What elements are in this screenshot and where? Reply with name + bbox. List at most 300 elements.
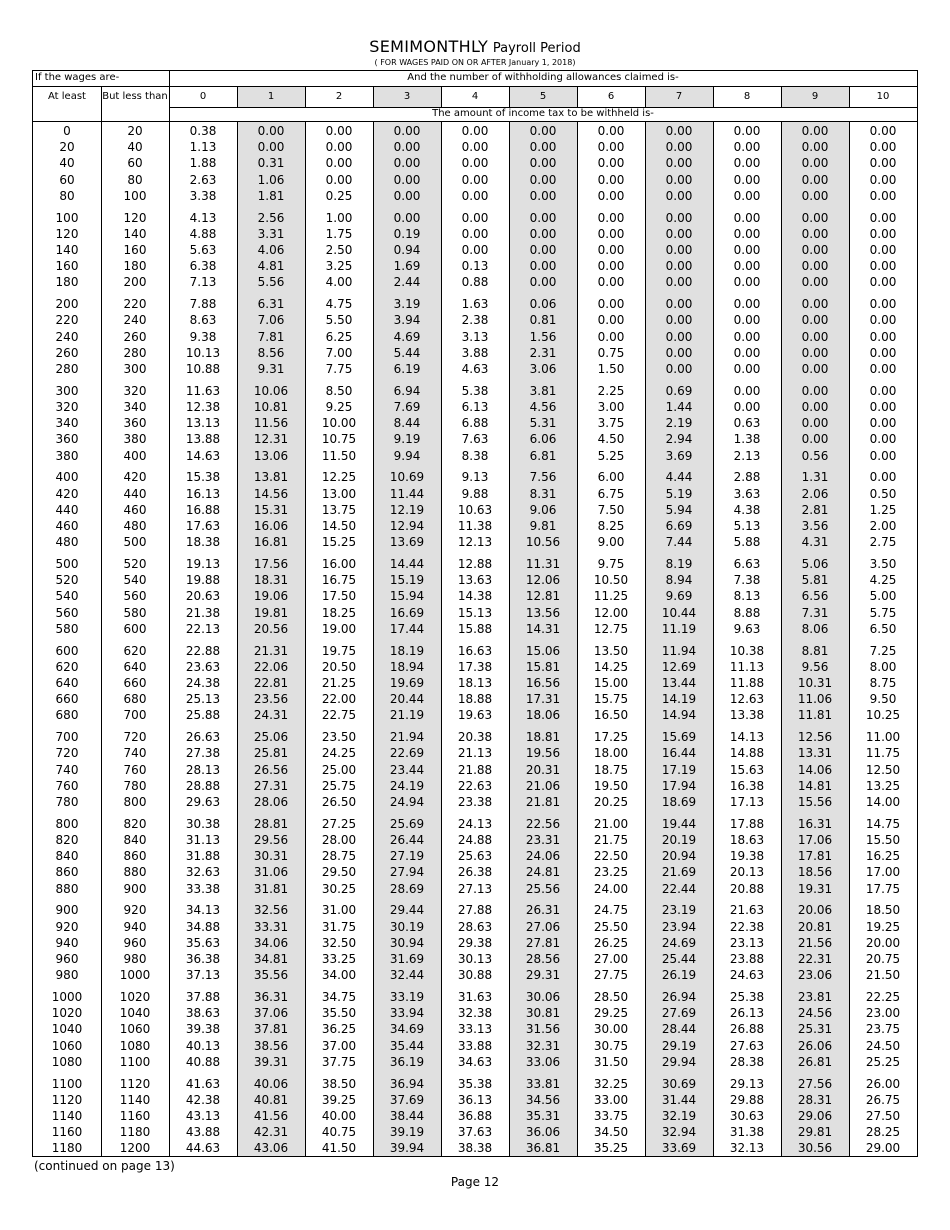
table-cell: 4.38 bbox=[733, 502, 761, 517]
table-cell: 6.00 bbox=[597, 470, 625, 485]
table-cell: 22.31 bbox=[797, 952, 833, 966]
table-cell: 40 bbox=[127, 140, 143, 155]
table-cell: 20.19 bbox=[661, 833, 697, 847]
table-cell: 0.00 bbox=[529, 156, 557, 171]
allowance-column-7: 7 bbox=[675, 91, 683, 102]
table-cell: 26.56 bbox=[253, 762, 289, 777]
table-cell: 21.63 bbox=[729, 903, 765, 918]
table-cell: 9.94 bbox=[393, 448, 421, 463]
table-cell: 23.06 bbox=[797, 968, 833, 983]
table-cell: 16.50 bbox=[593, 708, 629, 723]
table-cell: 0.00 bbox=[801, 188, 829, 203]
table-cell: 9.25 bbox=[325, 400, 353, 414]
table-cell: 9.63 bbox=[733, 621, 761, 636]
table-cell: 8.75 bbox=[869, 676, 897, 690]
table-cell: 7.44 bbox=[665, 535, 693, 550]
table-cell: 23.94 bbox=[661, 919, 697, 934]
table-cell: 20.56 bbox=[253, 621, 289, 636]
table-cell: 25.63 bbox=[457, 849, 493, 864]
table-cell: 26.50 bbox=[321, 795, 357, 809]
table-cell: 0.00 bbox=[597, 313, 625, 328]
table-cell: 5.00 bbox=[869, 589, 897, 604]
table-cell: 0.00 bbox=[733, 140, 761, 155]
table-cell: 7.50 bbox=[597, 502, 625, 517]
table-cell: 120 bbox=[123, 210, 147, 225]
table-cell: 11.13 bbox=[729, 659, 765, 674]
table-cell: 260 bbox=[55, 345, 79, 360]
table-cell: 1040 bbox=[119, 1006, 151, 1021]
table-cell: 29.19 bbox=[661, 1038, 697, 1053]
table-cell: 20 bbox=[59, 140, 75, 155]
table-cell: 9.81 bbox=[529, 519, 557, 533]
table-cell: 11.31 bbox=[525, 557, 561, 571]
table-cell: 2.50 bbox=[325, 243, 353, 257]
table-cell: 19.13 bbox=[185, 557, 221, 571]
table-cell: 0.63 bbox=[733, 416, 761, 431]
table-cell: 24.75 bbox=[593, 903, 629, 918]
table-cell: 11.19 bbox=[661, 621, 697, 636]
table-cell: 5.94 bbox=[665, 502, 693, 517]
allowance-column-6: 6 bbox=[607, 91, 615, 102]
table-cell: 0.00 bbox=[801, 259, 829, 274]
table-cell: 500 bbox=[55, 557, 79, 571]
table-cell: 25.81 bbox=[253, 746, 289, 761]
table-cell: 2.75 bbox=[869, 535, 897, 550]
table-cell: 0.00 bbox=[529, 275, 557, 290]
table-cell: 32.63 bbox=[185, 865, 221, 880]
table-cell: 600 bbox=[55, 643, 79, 658]
table-cell: 24.19 bbox=[389, 778, 425, 793]
table-cell: 31.69 bbox=[389, 952, 425, 966]
table-cell: 15.56 bbox=[797, 795, 833, 809]
table-cell: 3.56 bbox=[801, 519, 829, 533]
table-cell: 36.81 bbox=[525, 1141, 561, 1156]
table-cell: 0.00 bbox=[801, 243, 829, 257]
table-cell: 37.69 bbox=[389, 1092, 425, 1107]
table-cell: 2.00 bbox=[869, 519, 897, 533]
table-cell: 14.75 bbox=[865, 816, 901, 831]
table-cell: 0.00 bbox=[869, 416, 897, 431]
table-cell: 1160 bbox=[119, 1109, 151, 1123]
table-cell: 13.25 bbox=[865, 778, 901, 793]
table-cell: 0.00 bbox=[597, 259, 625, 274]
table-cell: 800 bbox=[55, 816, 79, 831]
table-cell: 26.25 bbox=[593, 935, 629, 950]
table-cell: 12.88 bbox=[457, 557, 493, 571]
table-cell: 960 bbox=[123, 935, 147, 950]
table-cell: 36.13 bbox=[457, 1092, 493, 1107]
table-cell: 28.31 bbox=[797, 1092, 833, 1107]
table-cell: 8.25 bbox=[597, 519, 625, 533]
table-cell: 1080 bbox=[119, 1038, 151, 1053]
table-cell: 0.00 bbox=[801, 156, 829, 171]
table-cell: 16.31 bbox=[797, 816, 833, 831]
table-cell: 0.00 bbox=[801, 362, 829, 376]
table-cell: 0.00 bbox=[869, 259, 897, 274]
table-cell: 18.56 bbox=[797, 865, 833, 880]
table-cell: 33.81 bbox=[525, 1076, 561, 1091]
table-cell: 28.38 bbox=[729, 1054, 765, 1069]
table-cell: 6.38 bbox=[189, 259, 217, 274]
table-cell: 20.38 bbox=[457, 730, 493, 745]
table-cell: 27.88 bbox=[457, 903, 493, 918]
continued-note: (continued on page 13) bbox=[34, 1159, 175, 1173]
table-cell: 34.50 bbox=[593, 1125, 629, 1140]
table-cell: 240 bbox=[123, 313, 147, 328]
table-cell: 0.06 bbox=[529, 297, 557, 312]
table-cell: 9.31 bbox=[257, 362, 285, 376]
table-cell: 12.31 bbox=[253, 432, 289, 447]
table-cell: 40.81 bbox=[253, 1092, 289, 1107]
table-cell: 0.00 bbox=[325, 124, 353, 138]
table-cell: 1120 bbox=[119, 1076, 151, 1091]
table-cell: 2.63 bbox=[189, 172, 217, 187]
table-cell: 940 bbox=[55, 935, 79, 950]
table-cell: 14.38 bbox=[457, 589, 493, 604]
table-cell: 6.31 bbox=[257, 297, 285, 312]
table-cell: 29.31 bbox=[525, 968, 561, 983]
table-cell: 8.44 bbox=[393, 416, 421, 431]
table-cell: 0.00 bbox=[665, 275, 693, 290]
table-cell: 5.50 bbox=[325, 313, 353, 328]
table-cell: 24.63 bbox=[729, 968, 765, 983]
table-cell: 440 bbox=[55, 502, 79, 517]
table-cell: 16.38 bbox=[729, 778, 765, 793]
table-cell: 22.06 bbox=[253, 659, 289, 674]
table-cell: 940 bbox=[123, 919, 147, 934]
table-cell: 840 bbox=[123, 833, 147, 847]
table-cell: 13.44 bbox=[661, 676, 697, 690]
table-cell: 15.81 bbox=[525, 659, 561, 674]
table-cell: 0.00 bbox=[869, 383, 897, 398]
table-cell: 15.88 bbox=[457, 621, 493, 636]
table-cell: 5.81 bbox=[801, 573, 829, 588]
table-cell: 34.13 bbox=[185, 903, 221, 918]
table-cell: 0.00 bbox=[665, 210, 693, 225]
table-cell: 860 bbox=[123, 849, 147, 864]
table-cell: 9.19 bbox=[393, 432, 421, 447]
table-cell: 25.69 bbox=[389, 816, 425, 831]
table-cell: 23.56 bbox=[253, 692, 289, 707]
table-cell: 900 bbox=[55, 903, 79, 918]
table-cell: 30.63 bbox=[729, 1109, 765, 1123]
table-cell: 9.50 bbox=[869, 692, 897, 707]
table-cell: 26.31 bbox=[525, 903, 561, 918]
allowance-column-9: 9 bbox=[811, 91, 819, 102]
table-cell: 400 bbox=[55, 470, 79, 485]
table-cell: 17.81 bbox=[797, 849, 833, 864]
table-cell: 0.00 bbox=[801, 172, 829, 187]
table-cell: 22.38 bbox=[729, 919, 765, 934]
table-cell: 5.88 bbox=[733, 535, 761, 550]
table-cell: 27.31 bbox=[253, 778, 289, 793]
table-cell: 6.19 bbox=[393, 362, 421, 376]
table-cell: 40.06 bbox=[253, 1076, 289, 1091]
table-cell: 39.94 bbox=[389, 1141, 425, 1156]
table-cell: 6.94 bbox=[393, 383, 421, 398]
table-cell: 13.13 bbox=[185, 416, 221, 431]
table-cell: 7.31 bbox=[801, 605, 829, 620]
table-cell: 24.00 bbox=[593, 881, 629, 896]
table-cell: 12.13 bbox=[457, 535, 493, 550]
table-cell: 16.69 bbox=[389, 605, 425, 620]
table-cell: 19.56 bbox=[525, 746, 561, 761]
table-cell: 21.25 bbox=[321, 676, 357, 690]
table-cell: 15.69 bbox=[661, 730, 697, 745]
table-cell: 29.81 bbox=[797, 1125, 833, 1140]
table-cell: 5.13 bbox=[733, 519, 761, 533]
table-cell: 520 bbox=[55, 573, 79, 588]
table-cell: 260 bbox=[123, 329, 147, 344]
table-cell: 11.50 bbox=[321, 448, 357, 463]
table-cell: 24.56 bbox=[797, 1006, 833, 1021]
table-cell: 480 bbox=[55, 535, 79, 550]
table-cell: 11.06 bbox=[797, 692, 833, 707]
table-cell: 21.56 bbox=[797, 935, 833, 950]
table-cell: 8.38 bbox=[461, 448, 489, 463]
table-cell: 0.00 bbox=[869, 448, 897, 463]
table-cell: 0.00 bbox=[801, 345, 829, 360]
table-cell: 820 bbox=[55, 833, 79, 847]
table-cell: 900 bbox=[123, 881, 147, 896]
table-cell: 80 bbox=[59, 188, 75, 203]
table-cell: 2.88 bbox=[733, 470, 761, 485]
table-cell: 20.13 bbox=[729, 865, 765, 880]
table-cell: 31.38 bbox=[729, 1125, 765, 1140]
table-cell: 18.00 bbox=[593, 746, 629, 761]
table-cell: 0.25 bbox=[325, 188, 353, 203]
table-cell: 220 bbox=[55, 313, 79, 328]
table-cell: 23.63 bbox=[185, 659, 221, 674]
table-cell: 37.63 bbox=[457, 1125, 493, 1140]
table-cell: 32.56 bbox=[253, 903, 289, 918]
table-cell: 19.06 bbox=[253, 589, 289, 604]
table-cell: 460 bbox=[55, 519, 79, 533]
table-cell: 0.00 bbox=[869, 188, 897, 203]
table-cell: 880 bbox=[55, 881, 79, 896]
table-cell: 1140 bbox=[51, 1109, 83, 1123]
table-cell: 35.56 bbox=[253, 968, 289, 983]
table-cell: 12.63 bbox=[729, 692, 765, 707]
table-cell: 880 bbox=[123, 865, 147, 880]
table-cell: 13.81 bbox=[253, 470, 289, 485]
but-less-than-header: But less than bbox=[102, 91, 168, 102]
table-cell: 18.81 bbox=[525, 730, 561, 745]
table-cell: 40.88 bbox=[185, 1054, 221, 1069]
table-cell: 560 bbox=[55, 605, 79, 620]
table-cell: 7.63 bbox=[461, 432, 489, 447]
amount-withheld-header: The amount of income tax to be withheld is- bbox=[432, 108, 654, 119]
table-cell: 30.88 bbox=[457, 968, 493, 983]
table-cell: 18.19 bbox=[389, 643, 425, 658]
table-cell: 140 bbox=[123, 226, 147, 241]
table-cell: 21.50 bbox=[865, 968, 901, 983]
table-cell: 0.00 bbox=[461, 188, 489, 203]
table-cell: 340 bbox=[55, 416, 79, 431]
table-cell: 31.75 bbox=[321, 919, 357, 934]
table-cell: 22.88 bbox=[185, 643, 221, 658]
table-cell: 0.00 bbox=[597, 156, 625, 171]
table-cell: 720 bbox=[123, 730, 147, 745]
table-cell: 39.19 bbox=[389, 1125, 425, 1140]
allowance-column-3: 3 bbox=[403, 91, 411, 102]
table-cell: 42.38 bbox=[185, 1092, 221, 1107]
table-cell: 7.38 bbox=[733, 573, 761, 588]
table-cell: 0.00 bbox=[801, 432, 829, 447]
table-cell: 21.38 bbox=[185, 605, 221, 620]
table-cell: 13.31 bbox=[797, 746, 833, 761]
table-cell: 300 bbox=[123, 362, 147, 376]
table-cell: 12.06 bbox=[525, 573, 561, 588]
table-cell: 30.13 bbox=[457, 952, 493, 966]
title-payroll-period: Payroll Period bbox=[492, 41, 581, 56]
table-cell: 0.00 bbox=[869, 432, 897, 447]
table-cell: 5.63 bbox=[189, 243, 217, 257]
table-cell: 18.94 bbox=[389, 659, 425, 674]
table-cell: 11.63 bbox=[185, 383, 221, 398]
table-cell: 26.75 bbox=[865, 1092, 901, 1107]
table-cell: 14.19 bbox=[661, 692, 697, 707]
table-cell: 9.69 bbox=[665, 589, 693, 604]
table-cell: 18.25 bbox=[321, 605, 357, 620]
table-cell: 0 bbox=[63, 124, 71, 138]
table-cell: 26.06 bbox=[797, 1038, 833, 1053]
table-cell: 11.56 bbox=[253, 416, 289, 431]
table-cell: 0.00 bbox=[665, 259, 693, 274]
table-cell: 200 bbox=[55, 297, 79, 312]
table-cell: 960 bbox=[55, 952, 79, 966]
table-cell: 640 bbox=[55, 676, 79, 690]
table-cell: 14.25 bbox=[593, 659, 629, 674]
table-cell: 1140 bbox=[119, 1092, 151, 1107]
table-cell: 0.13 bbox=[461, 259, 489, 274]
table-cell: 28.56 bbox=[525, 952, 561, 966]
table-cell: 28.81 bbox=[253, 816, 289, 831]
table-cell: 0.00 bbox=[869, 124, 897, 138]
table-cell: 14.13 bbox=[729, 730, 765, 745]
table-cell: 17.50 bbox=[321, 589, 357, 604]
table-cell: 0.00 bbox=[733, 172, 761, 187]
table-cell: 18.50 bbox=[865, 903, 901, 918]
table-cell: 33.06 bbox=[525, 1054, 561, 1069]
table-cell: 700 bbox=[123, 708, 147, 723]
table-cell: 14.44 bbox=[389, 557, 425, 571]
table-cell: 700 bbox=[55, 730, 79, 745]
table-cell: 560 bbox=[123, 589, 147, 604]
table-cell: 12.75 bbox=[593, 621, 629, 636]
table-cell: 6.56 bbox=[801, 589, 829, 604]
table-cell: 0.81 bbox=[529, 313, 557, 328]
table-cell: 540 bbox=[123, 573, 147, 588]
table-cell: 1.63 bbox=[461, 297, 489, 312]
table-cell: 0.00 bbox=[869, 400, 897, 414]
table-cell: 5.19 bbox=[665, 486, 693, 501]
table-cell: 25.06 bbox=[253, 730, 289, 745]
table-cell: 20.25 bbox=[593, 795, 629, 809]
table-cell: 36.25 bbox=[321, 1022, 357, 1037]
table-cell: 37.81 bbox=[253, 1022, 289, 1037]
table-cell: 22.75 bbox=[321, 708, 357, 723]
table-cell: 17.13 bbox=[729, 795, 765, 809]
table-cell: 20.75 bbox=[865, 952, 901, 966]
table-cell: 800 bbox=[123, 795, 147, 809]
allowance-column-1: 1 bbox=[267, 91, 275, 102]
table-cell: 32.13 bbox=[729, 1141, 765, 1156]
table-cell: 25.25 bbox=[865, 1054, 901, 1069]
table-cell: 12.00 bbox=[593, 605, 629, 620]
table-cell: 0.00 bbox=[665, 345, 693, 360]
table-cell: 17.94 bbox=[661, 778, 697, 793]
table-cell: 9.56 bbox=[801, 659, 829, 674]
table-cell: 840 bbox=[55, 849, 79, 864]
table-cell: 26.81 bbox=[797, 1054, 833, 1069]
table-cell: 35.38 bbox=[457, 1076, 493, 1091]
table-cell: 7.88 bbox=[189, 297, 217, 312]
table-cell: 13.00 bbox=[321, 486, 357, 501]
table-cell: 22.69 bbox=[389, 746, 425, 761]
table-cell: 10.69 bbox=[389, 470, 425, 485]
table-cell: 27.63 bbox=[729, 1038, 765, 1053]
table-cell: 1080 bbox=[51, 1054, 83, 1069]
table-cell: 28.69 bbox=[389, 881, 425, 896]
table-cell: 28.13 bbox=[185, 762, 221, 777]
table-cell: 17.44 bbox=[389, 621, 425, 636]
table-cell: 37.00 bbox=[321, 1038, 357, 1053]
table-cell: 0.31 bbox=[257, 156, 285, 171]
table-cell: 23.25 bbox=[593, 865, 629, 880]
table-cell: 31.50 bbox=[593, 1054, 629, 1069]
table-cell: 11.00 bbox=[865, 730, 901, 745]
table-cell: 31.13 bbox=[185, 833, 221, 847]
table-cell: 0.00 bbox=[869, 470, 897, 485]
table-cell: 620 bbox=[123, 643, 147, 658]
table-cell: 1.25 bbox=[869, 502, 897, 517]
table-cell: 36.06 bbox=[525, 1125, 561, 1140]
table-cell: 21.06 bbox=[525, 778, 561, 793]
table-cell: 18.38 bbox=[185, 535, 221, 550]
table-cell: 540 bbox=[55, 589, 79, 604]
table-cell: 6.25 bbox=[325, 329, 353, 344]
table-cell: 18.88 bbox=[457, 692, 493, 707]
table-cell: 10.31 bbox=[797, 676, 833, 690]
table-cell: 0.00 bbox=[665, 243, 693, 257]
table-cell: 34.63 bbox=[457, 1054, 493, 1069]
table-cell: 4.44 bbox=[665, 470, 693, 485]
table-cell: 7.81 bbox=[257, 329, 285, 344]
table-cell: 600 bbox=[123, 621, 147, 636]
table-cell: 34.81 bbox=[253, 952, 289, 966]
table-cell: 1.75 bbox=[325, 226, 353, 241]
table-cell: 340 bbox=[123, 400, 147, 414]
table-cell: 10.25 bbox=[865, 708, 901, 723]
table-cell: 1200 bbox=[119, 1141, 151, 1156]
table-cell: 13.56 bbox=[525, 605, 561, 620]
table-cell: 29.94 bbox=[661, 1054, 697, 1069]
table-cell: 0.00 bbox=[801, 416, 829, 431]
table-cell: 500 bbox=[123, 535, 147, 550]
table-cell: 220 bbox=[123, 297, 147, 312]
table-cell: 15.19 bbox=[389, 573, 425, 588]
table-cell: 25.88 bbox=[185, 708, 221, 723]
table-cell: 17.75 bbox=[865, 881, 901, 896]
table-cell: 1.38 bbox=[733, 432, 761, 447]
table-cell: 21.00 bbox=[593, 816, 629, 831]
table-cell: 0.00 bbox=[393, 140, 421, 155]
table-cell: 0.00 bbox=[325, 156, 353, 171]
table-cell: 0.38 bbox=[189, 124, 217, 138]
table-cell: 22.00 bbox=[321, 692, 357, 707]
table-cell: 3.81 bbox=[529, 383, 557, 398]
